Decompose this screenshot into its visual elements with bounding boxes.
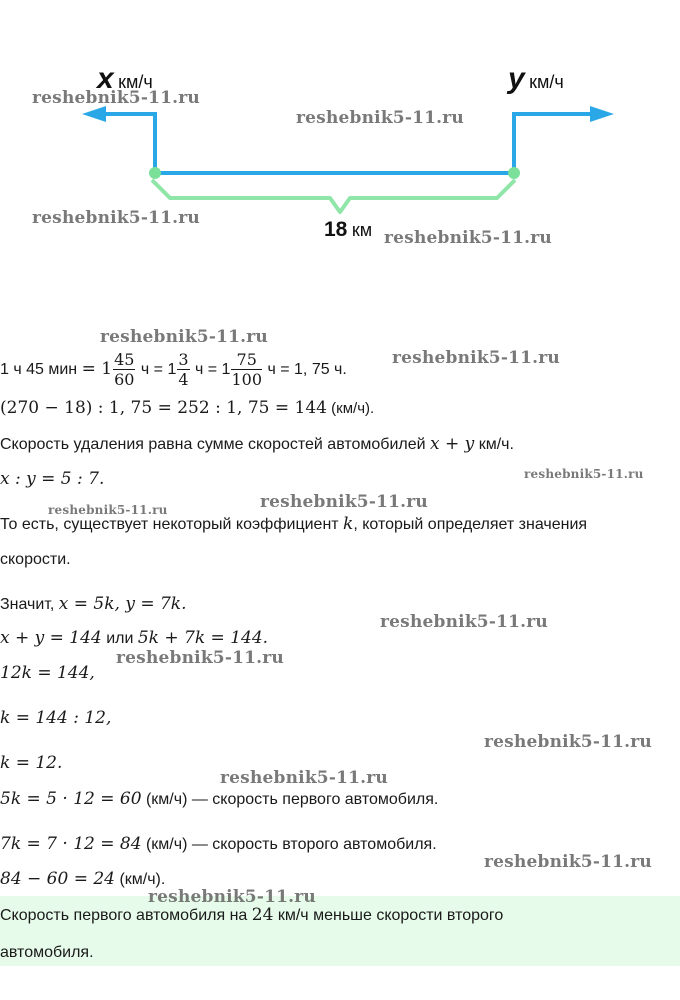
text: (км/ч) — скорость первого автомобиля. xyxy=(141,791,439,808)
text: Значит, xyxy=(0,596,59,613)
watermark: reshebnik5-11.ru xyxy=(484,852,652,872)
watermark: reshebnik5-11.ru xyxy=(392,348,560,368)
eq-part: ч = 1, 75 ч. xyxy=(267,361,347,378)
frac-den: 60 xyxy=(114,370,135,390)
solution-line-10 xyxy=(0,707,680,730)
text: (км/ч) — скорость второго автомобиля. xyxy=(141,836,437,853)
math-expr: k = 144 : 12, xyxy=(0,708,112,728)
watermark: reshebnik5-11.ru xyxy=(148,887,316,907)
text: (км/ч). xyxy=(115,871,166,888)
text: , который определяет значения xyxy=(353,516,588,533)
watermark: reshebnik5-11.ru xyxy=(32,88,200,108)
math-expr: x + y xyxy=(430,434,475,454)
distance-value: 18 xyxy=(324,218,348,241)
distance-unit: км xyxy=(351,220,373,240)
watermark: reshebnik5-11.ru xyxy=(484,732,652,752)
watermark: reshebnik5-11.ru xyxy=(380,612,548,632)
answer-box xyxy=(0,896,680,966)
start-point-right xyxy=(508,167,520,179)
watermark: reshebnik5-11.ru xyxy=(220,768,388,788)
solution-line-6 xyxy=(0,549,680,571)
watermark: reshebnik5-11.ru xyxy=(32,208,200,228)
math-expr: x : y = 5 : 7. xyxy=(0,469,105,489)
text: Скорость первого автомобиля на xyxy=(0,907,252,924)
text: км/ч меньше скорости второго xyxy=(273,907,504,924)
eq-part: ч = 1 xyxy=(140,361,177,378)
right-arrow-line xyxy=(514,114,592,172)
math-expr: k = 12. xyxy=(0,753,63,773)
start-point-left xyxy=(149,167,161,179)
fraction-75-100 xyxy=(231,350,262,389)
text: То есть, существует некоторый коэффициент xyxy=(0,516,344,533)
right-speed-var: y xyxy=(508,62,525,95)
math-expr: 5k = 5 · 12 = 60 xyxy=(0,789,142,809)
text: Скорость удаления равна сумме скоростей автомобилей xyxy=(0,436,431,453)
eq-part: ч = 1 xyxy=(194,361,231,378)
solution-line-8 xyxy=(0,627,680,650)
motion-diagram xyxy=(0,0,680,280)
frac-num: 75 xyxy=(231,350,262,370)
text: или xyxy=(101,630,138,647)
solution-line-2 xyxy=(0,397,680,420)
distance-label xyxy=(324,218,372,242)
right-arrowhead xyxy=(590,106,614,122)
solution-line-7 xyxy=(0,593,680,616)
time-text: 1 ч 45 мин xyxy=(0,361,78,378)
answer-line-2 xyxy=(0,942,680,964)
fraction-45-60 xyxy=(113,350,135,389)
frac-num: 3 xyxy=(178,350,189,370)
text: скорости. xyxy=(0,551,71,568)
left-arrowhead xyxy=(82,106,106,122)
watermark: reshebnik5-11.ru xyxy=(48,503,168,517)
math-expr: 24 xyxy=(251,905,274,925)
watermark: reshebnik5-11.ru xyxy=(384,228,552,248)
left-speed-var: x xyxy=(97,62,114,95)
solution-line-9 xyxy=(0,662,680,685)
math-expr: (270 − 18) : 1, 75 = 252 : 1, 75 = 144 xyxy=(0,398,327,418)
watermark: reshebnik5-11.ru xyxy=(100,327,268,347)
distance-brace xyxy=(152,180,515,212)
frac-den: 100 xyxy=(231,370,262,390)
math-expr: 12k = 144, xyxy=(0,663,95,683)
right-speed-unit: км/ч xyxy=(529,72,564,92)
watermark: reshebnik5-11.ru xyxy=(296,108,464,128)
eq-part: = 1 xyxy=(81,359,113,379)
fraction-3-4 xyxy=(177,350,189,389)
text: км/ч. xyxy=(474,436,514,453)
unit-text: (км/ч). xyxy=(326,400,375,417)
math-expr: x = 5k, y = 7k. xyxy=(58,594,187,614)
math-expr: 84 − 60 = 24 xyxy=(0,869,115,889)
frac-den: 4 xyxy=(178,370,189,390)
math-expr: 7k = 7 · 12 = 84 xyxy=(0,834,142,854)
answer-line-1 xyxy=(0,904,680,927)
solution-line-3 xyxy=(0,433,680,456)
math-expr: k xyxy=(343,514,354,534)
watermark: reshebnik5-11.ru xyxy=(260,492,428,512)
left-speed-unit: км/ч xyxy=(118,72,153,92)
text: автомобиля. xyxy=(0,944,94,961)
watermark: reshebnik5-11.ru xyxy=(524,467,644,481)
frac-num: 45 xyxy=(114,350,135,370)
math-expr: x + y = 144 xyxy=(0,628,102,648)
left-arrow-line xyxy=(100,114,155,172)
watermark: reshebnik5-11.ru xyxy=(116,648,284,668)
solution-line-12 xyxy=(0,788,680,811)
right-speed-label xyxy=(508,62,564,96)
solution-line-1 xyxy=(0,346,680,393)
math-expr: 5k + 7k = 144. xyxy=(137,628,269,648)
